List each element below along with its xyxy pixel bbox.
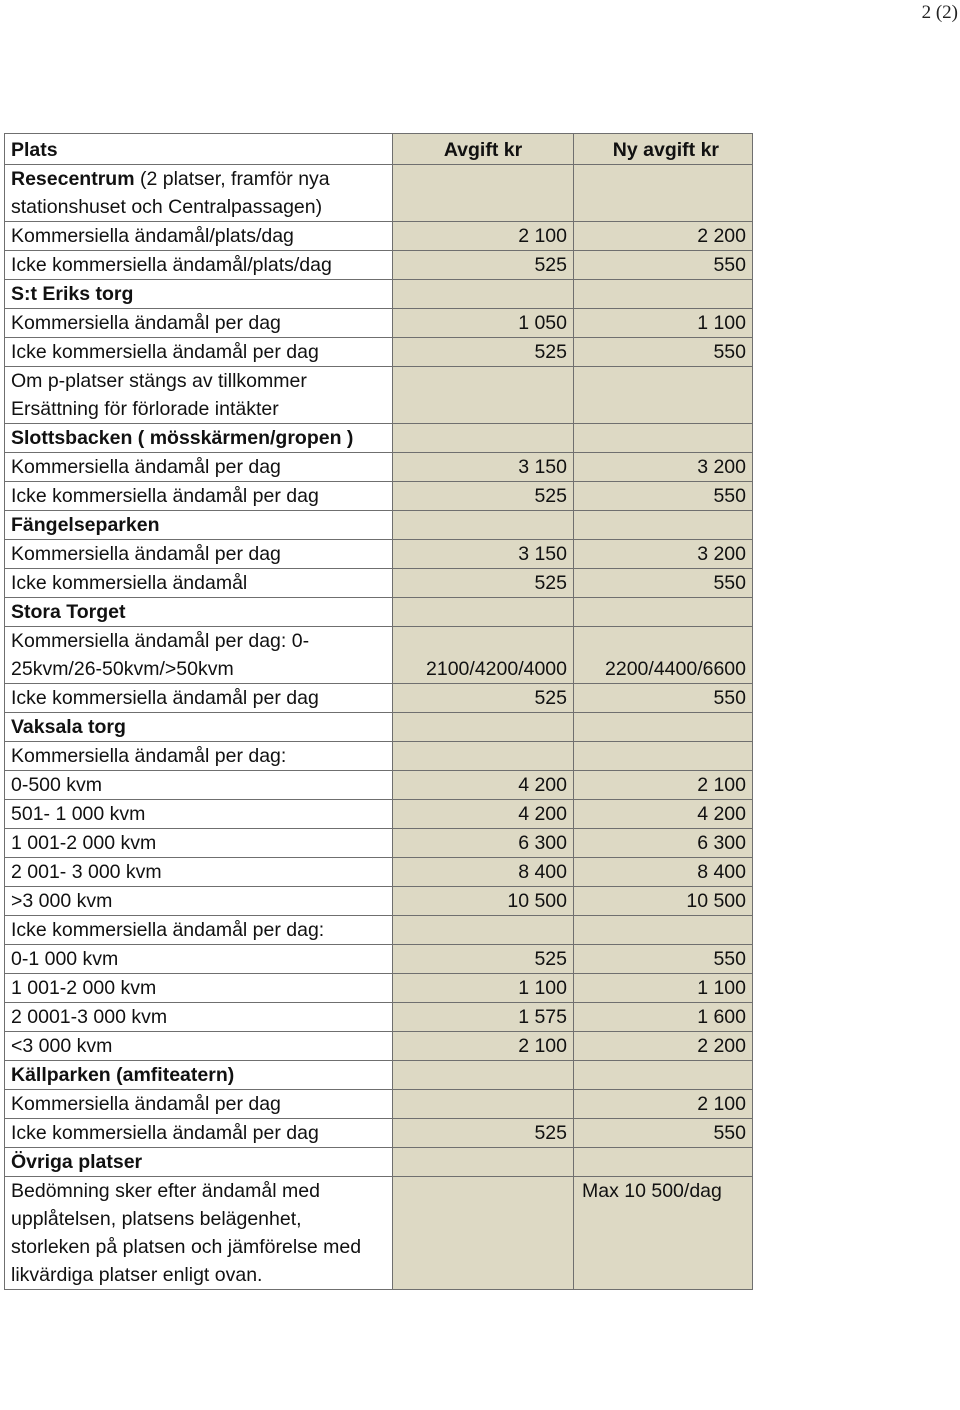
- fee-cell: [393, 280, 574, 309]
- fee-cell: 525: [393, 251, 574, 280]
- fee-cell: 525: [393, 338, 574, 367]
- fee-cell: [393, 1148, 574, 1177]
- section-row: [5, 511, 753, 540]
- section-label: Övriga platser: [5, 1148, 393, 1177]
- row-label: Bedömning sker efter ändamål med upplåtelsen, platsens belägenhet, storleken på platsen och jämförelse med likvärdiga platser enligt ovan.: [5, 1177, 393, 1290]
- new-fee-cell: 8 400: [574, 858, 753, 887]
- section-row: [5, 165, 753, 222]
- new-fee-cell: [574, 1148, 753, 1177]
- table-row: [5, 1003, 753, 1032]
- header-place: Plats: [5, 134, 393, 165]
- row-label: Kommersiella ändamål per dag: 0-25kvm/26-50kvm/>50kvm: [5, 627, 393, 684]
- new-fee-cell: 6 300: [574, 829, 753, 858]
- new-fee-cell: 2200/4400/6600: [574, 627, 753, 684]
- row-label: Kommersiella ändamål per dag: [5, 453, 393, 482]
- new-fee-cell: 550: [574, 569, 753, 598]
- new-fee-cell: [574, 742, 753, 771]
- table-row: [5, 771, 753, 800]
- fee-cell: [393, 1177, 574, 1290]
- new-fee-cell: [574, 511, 753, 540]
- section-label: Stora Torget: [5, 598, 393, 627]
- fee-cell: [393, 511, 574, 540]
- row-label: <3 000 kvm: [5, 1032, 393, 1061]
- new-fee-cell: 1 100: [574, 974, 753, 1003]
- table-row: [5, 684, 753, 713]
- table-row: [5, 1119, 753, 1148]
- table-row: [5, 800, 753, 829]
- table-row: [5, 1177, 753, 1290]
- new-fee-cell: 550: [574, 482, 753, 511]
- table-row: [5, 453, 753, 482]
- fee-cell: [393, 1090, 574, 1119]
- table-row: [5, 1032, 753, 1061]
- section-label: [5, 165, 393, 222]
- section-row: [5, 1148, 753, 1177]
- row-label: 0-500 kvm: [5, 771, 393, 800]
- fee-cell: 2 100: [393, 1032, 574, 1061]
- fee-cell: 525: [393, 1119, 574, 1148]
- fee-cell: [393, 742, 574, 771]
- section-label: Vaksala torg: [5, 713, 393, 742]
- fee-cell: [393, 165, 574, 222]
- section-label: Fängelseparken: [5, 511, 393, 540]
- fee-cell: 2 100: [393, 222, 574, 251]
- new-fee-cell: 4 200: [574, 800, 753, 829]
- row-label: 1 001-2 000 kvm: [5, 974, 393, 1003]
- section-row: [5, 280, 753, 309]
- fee-cell: 1 100: [393, 974, 574, 1003]
- table-row: [5, 540, 753, 569]
- table-row: [5, 829, 753, 858]
- section-row: [5, 1061, 753, 1090]
- table-row: [5, 945, 753, 974]
- table-row: [5, 482, 753, 511]
- new-fee-cell: 2 100: [574, 1090, 753, 1119]
- fee-cell: [393, 598, 574, 627]
- header-new-fee: Ny avgift kr: [574, 134, 753, 165]
- fee-cell: 1 050: [393, 309, 574, 338]
- row-label: Icke kommersiella ändamål per dag: [5, 338, 393, 367]
- fee-cell: 525: [393, 569, 574, 598]
- new-fee-cell: 2 200: [574, 1032, 753, 1061]
- table-row: [5, 338, 753, 367]
- header-fee: Avgift kr: [393, 134, 574, 165]
- row-label: Icke kommersiella ändamål per dag: [5, 1119, 393, 1148]
- fee-cell: [393, 367, 574, 424]
- row-label: Kommersiella ändamål per dag: [5, 309, 393, 338]
- new-fee-cell: [574, 367, 753, 424]
- fee-cell: 10 500: [393, 887, 574, 916]
- fee-cell: 2100/4200/4000: [393, 627, 574, 684]
- row-label: Kommersiella ändamål per dag:: [5, 742, 393, 771]
- section-label-text: Resecentrum: [11, 168, 135, 190]
- row-label: Icke kommersiella ändamål/plats/dag: [5, 251, 393, 280]
- fee-cell: 4 200: [393, 771, 574, 800]
- section-row: [5, 598, 753, 627]
- section-label: Källparken (amfiteatern): [5, 1061, 393, 1090]
- section-label: Slottsbacken ( mösskärmen/gropen ): [5, 424, 393, 453]
- new-fee-cell: 3 200: [574, 453, 753, 482]
- row-label: 0-1 000 kvm: [5, 945, 393, 974]
- new-fee-cell: 550: [574, 684, 753, 713]
- section-row: [5, 713, 753, 742]
- new-fee-cell: 3 200: [574, 540, 753, 569]
- fee-cell: 1 575: [393, 1003, 574, 1032]
- row-label: 501- 1 000 kvm: [5, 800, 393, 829]
- section-label: S:t Eriks torg: [5, 280, 393, 309]
- new-fee-cell: Max 10 500/dag: [574, 1177, 753, 1290]
- new-fee-cell: [574, 280, 753, 309]
- table-row: [5, 974, 753, 1003]
- new-fee-cell: 1 600: [574, 1003, 753, 1032]
- fee-table: [4, 133, 753, 1290]
- fee-cell: [393, 713, 574, 742]
- row-label: Icke kommersiella ändamål per dag: [5, 684, 393, 713]
- new-fee-cell: 550: [574, 1119, 753, 1148]
- row-label: Icke kommersiella ändamål per dag:: [5, 916, 393, 945]
- new-fee-cell: 10 500: [574, 887, 753, 916]
- fee-cell: 525: [393, 684, 574, 713]
- table-row: [5, 251, 753, 280]
- fee-cell: [393, 1061, 574, 1090]
- table-row: [5, 887, 753, 916]
- new-fee-cell: 2 200: [574, 222, 753, 251]
- page-number: 2 (2): [921, 2, 958, 23]
- new-fee-cell: [574, 1061, 753, 1090]
- row-label: Kommersiella ändamål per dag: [5, 1090, 393, 1119]
- table-row: [5, 916, 753, 945]
- new-fee-cell: 1 100: [574, 309, 753, 338]
- fee-cell: 8 400: [393, 858, 574, 887]
- table-row: [5, 1090, 753, 1119]
- row-label: >3 000 kvm: [5, 887, 393, 916]
- table-row: [5, 309, 753, 338]
- new-fee-cell: 2 100: [574, 771, 753, 800]
- new-fee-cell: [574, 424, 753, 453]
- row-label: 2 0001-3 000 kvm: [5, 1003, 393, 1032]
- table-row: [5, 569, 753, 598]
- table-header-row: [5, 134, 753, 165]
- table-row: [5, 627, 753, 684]
- row-label: Icke kommersiella ändamål: [5, 569, 393, 598]
- new-fee-cell: [574, 598, 753, 627]
- table-row: [5, 858, 753, 887]
- row-label: Om p-platser stängs av tillkommer Ersättning för förlorade intäkter: [5, 367, 393, 424]
- new-fee-cell: [574, 713, 753, 742]
- new-fee-cell: [574, 916, 753, 945]
- row-label: 1 001-2 000 kvm: [5, 829, 393, 858]
- new-fee-cell: 550: [574, 251, 753, 280]
- fee-cell: 3 150: [393, 540, 574, 569]
- fee-cell: 525: [393, 945, 574, 974]
- new-fee-cell: 550: [574, 945, 753, 974]
- fee-cell: [393, 916, 574, 945]
- row-label: Icke kommersiella ändamål per dag: [5, 482, 393, 511]
- fee-cell: 4 200: [393, 800, 574, 829]
- fee-cell: [393, 424, 574, 453]
- row-label: Kommersiella ändamål per dag: [5, 540, 393, 569]
- fee-cell: 6 300: [393, 829, 574, 858]
- new-fee-cell: 550: [574, 338, 753, 367]
- table-row: [5, 367, 753, 424]
- row-label: Kommersiella ändamål/plats/dag: [5, 222, 393, 251]
- fee-cell: 3 150: [393, 453, 574, 482]
- section-row: [5, 424, 753, 453]
- table-row: [5, 742, 753, 771]
- section-label-note: (2 platser, framför nya stationshuset och Centralpassagen): [11, 168, 330, 218]
- table-row: [5, 222, 753, 251]
- new-fee-cell: [574, 165, 753, 222]
- fee-cell: 525: [393, 482, 574, 511]
- row-label: 2 001- 3 000 kvm: [5, 858, 393, 887]
